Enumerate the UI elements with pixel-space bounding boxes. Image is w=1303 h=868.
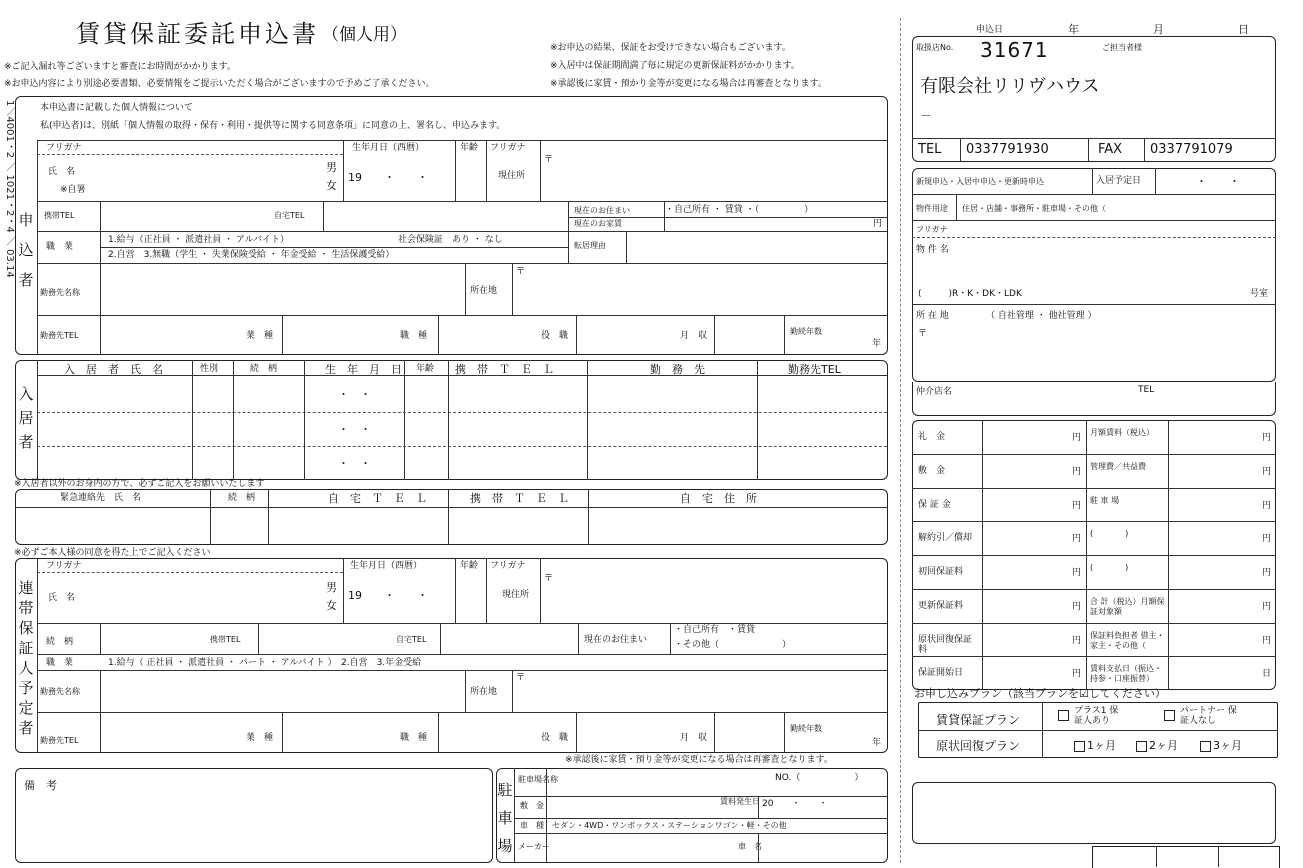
resident-2-birth[interactable]: ・ ・ xyxy=(338,423,371,436)
parking-no[interactable]: NO.（ ） xyxy=(775,773,864,783)
parking-car-name-label: 車 名 xyxy=(738,842,762,851)
fee-right-label: 合 計（税込）月額保証対象額 xyxy=(1090,596,1165,616)
property-type-options[interactable]: 新規申込・入居中申込・更新時申込 xyxy=(916,177,1044,186)
applicant-years-label: 勤続年数 xyxy=(790,327,822,336)
parking-side-3: 場 xyxy=(497,837,513,855)
agent-tel-value[interactable]: 0337791930 xyxy=(966,142,1049,157)
applicant-work-tel-input[interactable] xyxy=(102,317,242,353)
serial-mark: 1／4001・2 ／ 1021・2・4 ／ 03.14 xyxy=(4,100,15,278)
fee-right-input[interactable] xyxy=(1170,490,1260,520)
notice-right-3: ※承認後に家賃・預かり金等が変更になる場合は再審査となります。 xyxy=(550,79,827,89)
property-name-label: 物 件 名 xyxy=(916,245,949,255)
plan-restore-opt3[interactable] xyxy=(1200,740,1242,752)
applicant-income-input[interactable] xyxy=(716,317,782,353)
applicant-address-input[interactable] xyxy=(555,155,880,199)
fee-right-input[interactable] xyxy=(1170,456,1260,486)
fee-left-yen: 円 xyxy=(1072,635,1082,646)
applicant-work-postal: 〒 xyxy=(516,267,526,277)
property-room-label: 号室 xyxy=(1250,289,1269,299)
fee-right-input[interactable] xyxy=(1170,523,1260,553)
column-divider xyxy=(900,18,901,863)
plan-rental-opt1-checkbox[interactable] xyxy=(1058,710,1069,721)
staff-label: ご担当者様 xyxy=(1102,43,1142,52)
residents-header-birth: 生 年 月 日 xyxy=(325,363,402,376)
applicant-insurance[interactable]: 社会保険証 あり ・ なし xyxy=(398,235,503,245)
applicant-birth-label: 生年月日（西暦） xyxy=(352,143,425,153)
guarantor-furigana-label: フリガナ xyxy=(46,561,82,571)
fee-right-label: 駐 車 場 xyxy=(1090,495,1120,505)
emergency-note: ※入居者以外のお身内の方で、必ずご記入をお願いいたします xyxy=(14,479,265,489)
fee-right-unit: 円 xyxy=(1262,534,1272,545)
plan-restore-opt1-label: 1ヶ月 xyxy=(1087,739,1116,752)
move-in-label: 入居予定日 xyxy=(1096,176,1142,186)
guarantor-side-3: 保 xyxy=(18,619,34,637)
fee-right-unit: 円 xyxy=(1262,568,1272,578)
plan-title: お申し込みプラン（該当プランを☑してください） xyxy=(914,687,1166,700)
resident-1-birth[interactable]: ・ ・ xyxy=(338,388,371,401)
fee-left-yen: 円 xyxy=(1072,534,1082,545)
applicant-furigana-label: フリガナ xyxy=(46,143,82,153)
app-date-year: 年 xyxy=(1068,23,1079,36)
property-layout[interactable]: ( )R・K・DK・LDK xyxy=(918,289,1022,299)
extra-notes-box[interactable] xyxy=(912,782,1276,844)
fee-right-label: ( ) xyxy=(1090,529,1129,539)
agent-fax-label: FAX xyxy=(1098,142,1123,157)
applicant-work-addr-label: 所在地 xyxy=(470,286,498,296)
applicant-jobtype-input[interactable] xyxy=(440,317,536,353)
plan-restore-opt1[interactable] xyxy=(1074,740,1116,752)
applicant-side-2: 込 xyxy=(18,241,34,259)
guarantor-years-label: 勤続年数 xyxy=(790,724,822,733)
guarantor-work-postal: 〒 xyxy=(516,673,526,683)
applicant-move-reason-input[interactable] xyxy=(628,233,883,261)
guarantor-birth-label: 生年月日（西暦） xyxy=(350,561,423,571)
fee-right-unit: 円 xyxy=(1262,466,1272,477)
applicant-current-rent-label: 現在のお家賃 xyxy=(574,219,622,228)
applicant-industry-label: 業 種 xyxy=(246,331,274,341)
plan-rental-opt2-label: パートナー 保証人なし xyxy=(1180,706,1237,726)
applicant-name-label: 氏 名 xyxy=(48,167,76,177)
applicant-mobile-label: 携帯TEL xyxy=(44,211,75,220)
fee-right-label: 賃料支払日（振込・持参・口座振替） xyxy=(1090,664,1162,684)
residents-side-2: 居 xyxy=(18,409,34,427)
plan-restore-opt3-checkbox[interactable] xyxy=(1200,741,1211,752)
parking-side-2: 車 xyxy=(497,809,513,827)
guarantor-side-7: 定 xyxy=(18,699,34,717)
residents-header-mobile: 携 帯 Ｔ Ｅ Ｌ xyxy=(455,363,554,376)
resident-3-birth[interactable]: ・ ・ xyxy=(338,457,371,470)
app-date-label: 申込日 xyxy=(976,25,1004,35)
fee-right-unit: 日 xyxy=(1262,669,1272,680)
fee-right-unit: 円 xyxy=(1262,500,1272,511)
applicant-workplace-input[interactable] xyxy=(102,265,462,313)
applicant-industry-input[interactable] xyxy=(284,317,368,353)
fee-left-yen: 円 xyxy=(1072,500,1082,511)
residents-side-3: 者 xyxy=(18,433,34,451)
guarantor-home-tel-label: 自宅TEL xyxy=(396,635,427,644)
guarantor-position-label: 役 職 xyxy=(541,733,569,743)
broker-label: 仲介店名 xyxy=(916,387,953,397)
emergency-header-name: 緊急連絡先 氏 名 xyxy=(60,493,142,503)
plan-rental-label: 賃貸保証プラン xyxy=(936,713,1021,727)
applicant-jobtype-label: 職 種 xyxy=(400,331,428,341)
fee-left-input[interactable] xyxy=(984,591,1068,621)
applicant-current-home-label: 現在のお住まい xyxy=(574,206,630,215)
guarantor-workplace-input[interactable] xyxy=(102,672,462,710)
guarantor-note: ※必ずご本人様の同意を得た上でご記入ください xyxy=(14,548,211,558)
fee-right-input[interactable] xyxy=(1170,591,1260,621)
emergency-header-relation: 続 柄 xyxy=(228,493,256,503)
guarantor-side-6: 予 xyxy=(18,679,34,697)
company-name: 有限会社リリヴハウス xyxy=(920,76,1100,97)
guarantor-postal-mark: 〒 xyxy=(544,574,554,584)
emergency-header-mobile: 携 帯 Ｔ Ｅ Ｌ xyxy=(470,492,569,505)
guarantor-name-input[interactable] xyxy=(100,575,300,619)
guarantor-job-opts[interactable]: 1.給与（ 正社員 ・ 派遣社員 ・ パート ・ アルバイト ） 2.自営 3.年金受給 xyxy=(108,658,422,668)
notice-right-2: ※入居中は保証期間満了毎に規定の更新保証料がかかります。 xyxy=(550,61,800,71)
applicant-address-label: 現住所 xyxy=(498,171,526,181)
remarks-label: 備 考 xyxy=(24,779,57,792)
residents-side-1: 入 xyxy=(18,385,34,403)
fee-right-label: 管理費／共益費 xyxy=(1090,461,1146,471)
fee-left-yen: 円 xyxy=(1072,669,1082,680)
guarantor-name-label: 氏 名 xyxy=(48,593,76,603)
company-dash: － xyxy=(920,109,933,123)
consent-line-2: 私(申込者)は、別紙「個人情報の取得・保有・利用・提供等に関する同意条項」に同意の上、署名し、申込みます。 xyxy=(40,121,506,131)
residents-header-name: 入 居 者 氏 名 xyxy=(64,363,163,376)
residents-header-relation: 続 柄 xyxy=(250,364,278,374)
shop-no-value[interactable]: 31671 xyxy=(980,38,1049,62)
parking-maker-label: メーカー xyxy=(518,842,550,851)
residents-header-worktel: 勤務先TEL xyxy=(788,363,841,376)
guarantor-side-8: 者 xyxy=(18,719,34,737)
guarantor-male[interactable]: 男 xyxy=(326,581,337,594)
guarantor-current-home-label: 現在のお住まい xyxy=(584,635,648,645)
guarantor-mobile-label: 携帯TEL xyxy=(210,635,241,644)
fee-left-input[interactable] xyxy=(984,625,1068,655)
guarantor-birth-input[interactable]: 19 ・ ・ xyxy=(348,589,428,602)
guarantor-home-opt2[interactable]: ・その他（ ） xyxy=(674,640,792,650)
property-usage-options[interactable]: 住居・店舗・事務所・駐車場・その他（ xyxy=(962,204,1106,213)
emergency-address-input[interactable] xyxy=(590,510,884,542)
broker-tel-label: TEL xyxy=(1138,385,1155,395)
applicant-home-options[interactable]: ・自己所有 ・ 賃貸 ・（ ） xyxy=(665,205,814,215)
guarantor-side-2: 帯 xyxy=(18,599,34,617)
parking-start-label: 賃料発生日 xyxy=(720,797,760,806)
agent-tel-label: TEL xyxy=(918,142,942,157)
fee-left-input[interactable] xyxy=(984,523,1068,553)
applicant-seal-note: ※自署 xyxy=(60,185,86,195)
fee-left-input[interactable] xyxy=(984,456,1068,486)
guarantor-work-addr-label: 所在地 xyxy=(470,687,498,697)
broker-box xyxy=(912,382,1276,416)
plan-rental-opt2[interactable] xyxy=(1180,706,1238,726)
guarantor-job-label: 職 業 xyxy=(46,658,74,668)
shop-no-label: 取扱店No. xyxy=(916,43,954,52)
fee-right-label: ( ) xyxy=(1090,563,1129,572)
emergency-header-home-tel: 自 宅 Ｔ Ｅ Ｌ xyxy=(328,492,427,505)
plan-restore-label: 原状回復プラン xyxy=(936,739,1021,753)
fee-right-label: 月額賃料（税込） xyxy=(1090,428,1154,437)
parking-car-type-label: 車 種 xyxy=(520,821,544,830)
guarantor-address-label: 現住所 xyxy=(502,590,530,600)
applicant-job-label: 職 業 xyxy=(46,242,74,252)
residents-header-gender: 性別 xyxy=(200,364,219,374)
applicant-furigana-input[interactable] xyxy=(100,141,300,153)
fee-left-yen: 円 xyxy=(1072,601,1082,612)
fee-left-label: 保 証 金 xyxy=(918,499,951,510)
move-in-input[interactable]: ・ ・ xyxy=(1196,175,1240,188)
fee-left-input[interactable] xyxy=(984,658,1068,688)
parking-name-label: 駐車場名称 xyxy=(518,775,558,784)
fee-right-unit: 円 xyxy=(1262,601,1272,612)
applicant-workplace-label: 勤務先名称 xyxy=(40,288,80,297)
property-mgmt-options[interactable]: （ 自社管理 ・ 他社管理 ） xyxy=(986,311,1097,321)
app-date-month: 月 xyxy=(1153,23,1164,36)
remarks-section[interactable] xyxy=(15,768,493,863)
applicant-income-label: 月 収 xyxy=(680,331,708,341)
applicant-furigana2-label: フリガナ xyxy=(490,143,526,153)
fee-left-label: 敷 金 xyxy=(918,465,946,476)
fee-left-input[interactable] xyxy=(984,557,1068,587)
fee-left-yen: 円 xyxy=(1072,568,1082,578)
fee-right-input[interactable] xyxy=(1170,625,1260,655)
fee-left-input[interactable] xyxy=(984,422,1068,452)
parking-start-input[interactable]: 20 ・ ・ xyxy=(762,799,828,809)
applicant-male[interactable]: 男 xyxy=(326,161,337,174)
guarantor-side-4: 証 xyxy=(18,639,34,657)
plan-restore-opt2-checkbox[interactable] xyxy=(1136,741,1147,752)
notice-left-1: ※ご記入漏れ等ございますと審査にお時間がかかります。 xyxy=(4,62,236,72)
fee-right-input[interactable] xyxy=(1170,422,1260,452)
applicant-mobile-input[interactable] xyxy=(102,203,272,229)
fee-left-label: 原状回復保証料 xyxy=(918,634,973,655)
guarantor-age-label: 年齢 xyxy=(460,561,479,571)
guarantor-income-label: 月 収 xyxy=(680,733,708,743)
plan-restore-opt1-checkbox[interactable] xyxy=(1074,741,1085,752)
fee-left-input[interactable] xyxy=(984,490,1068,520)
plan-restore-opt2[interactable] xyxy=(1136,740,1178,752)
consent-line-1: 本申込書に記載した個人情報について xyxy=(40,103,193,113)
guarantor-home-opt1[interactable]: ・自己所有 ・賃貸 xyxy=(674,625,756,635)
property-location-input[interactable] xyxy=(930,330,1270,378)
residents-header-age: 年齢 xyxy=(416,364,435,374)
guarantor-industry-label: 業 種 xyxy=(246,733,274,743)
fee-left-label: 礼 金 xyxy=(918,432,946,442)
fee-left-yen: 円 xyxy=(1072,433,1082,443)
applicant-job-opt2[interactable]: 2.自営 3.無職（学生 ・ 失業保険受給 ・ 年金受給 ・ 生活保護受給） xyxy=(108,250,395,260)
guarantor-female[interactable]: 女 xyxy=(326,599,337,612)
guarantor-relation-label: 続 柄 xyxy=(46,637,74,647)
guarantor-jobtype-label: 職 種 xyxy=(400,733,428,743)
applicant-home-tel-input[interactable] xyxy=(325,203,565,229)
form-subtitle: （個人用） xyxy=(322,25,407,45)
guarantor-work-tel-label: 勤務先TEL xyxy=(40,736,79,745)
plan-rental-opt1[interactable] xyxy=(1074,706,1126,726)
property-name-input[interactable] xyxy=(960,240,1270,280)
fee-left-label: 保証開始日 xyxy=(918,668,964,679)
form-title: 賃貸保証委託申込書 xyxy=(76,20,319,48)
guarantor-furigana2-label: フリガナ xyxy=(490,561,526,571)
applicant-years-unit: 年 xyxy=(872,339,882,349)
fee-right-unit: 円 xyxy=(1262,635,1272,646)
guarantor-side-5: 人 xyxy=(18,659,34,677)
agent-fax-value[interactable]: 0337791079 xyxy=(1150,142,1233,157)
parking-car-options[interactable]: セダン・4WD・ワンボックス・ステーションワゴン・軽・その他 xyxy=(552,821,787,830)
fee-left-yen: 円 xyxy=(1072,466,1082,477)
emergency-header-address: 自 宅 住 所 xyxy=(680,492,757,505)
fee-right-input[interactable] xyxy=(1170,557,1260,587)
property-postal: 〒 xyxy=(918,329,928,339)
notice-right-1: ※お申込の結果、保証をお受けできない場合もございます。 xyxy=(550,43,791,53)
plan-restore-opt3-label: 3ヶ月 xyxy=(1213,739,1242,752)
applicant-side-1: 申 xyxy=(18,211,34,229)
app-date-day: 日 xyxy=(1238,23,1249,36)
fee-right-label: 保証料負担者 借主・家主・その他（ xyxy=(1090,630,1165,650)
applicant-side-3: 者 xyxy=(18,271,34,289)
guarantor-years-unit: 年 xyxy=(872,738,882,748)
guarantor-workplace-label: 勤務先名称 xyxy=(40,687,80,696)
applicant-rent-yen: 円 xyxy=(873,219,883,229)
plan-restore-opt2-label: 2ヶ月 xyxy=(1149,739,1178,752)
applicant-move-reason-label: 転居理由 xyxy=(574,241,606,250)
applicant-birth-input[interactable]: 19 ・ ・ xyxy=(348,171,428,184)
applicant-job-opt1[interactable]: 1.給与（正社員 ・ 派遣社員 ・ アルバイト） xyxy=(108,235,290,245)
applicant-age-label: 年齢 xyxy=(460,143,479,153)
fee-left-label: 解約引／償却 xyxy=(918,533,973,544)
property-furigana-label: フリガナ xyxy=(916,225,948,234)
guarantor-side-1: 連 xyxy=(18,579,34,597)
fee-left-label: 更新保証料 xyxy=(918,600,964,611)
property-usage-label: 物件用途 xyxy=(916,204,948,213)
applicant-work-addr-input[interactable] xyxy=(528,268,883,312)
applicant-work-tel-label: 勤務先TEL xyxy=(40,331,79,340)
applicant-home-tel-label: 自宅TEL xyxy=(274,211,305,220)
guarantor-address-input[interactable] xyxy=(555,575,880,619)
residents-header-workplace: 勤 務 先 xyxy=(650,363,705,376)
notice-left-2: ※お申込内容により別途必要書類、必要情報をご提示いただく場合がございますので予めご了承ください。 xyxy=(4,79,435,89)
fee-right-unit: 円 xyxy=(1262,433,1272,443)
stamp-boxes xyxy=(1092,846,1280,868)
plan-rental-opt2-checkbox[interactable] xyxy=(1164,710,1175,721)
property-location-label: 所 在 地 xyxy=(916,311,949,321)
remarks-note: ※承認後に家賃・預り金等が変更になる場合は再審査となります。 xyxy=(565,755,833,765)
applicant-position-label: 役 職 xyxy=(541,331,569,341)
parking-side-1: 駐 xyxy=(497,781,513,799)
fee-right-input[interactable] xyxy=(1170,658,1260,688)
applicant-name-input[interactable] xyxy=(100,158,300,198)
fee-left-label: 初回保証料 xyxy=(918,567,964,577)
applicant-position-input[interactable] xyxy=(578,317,674,353)
emergency-name-input[interactable] xyxy=(17,510,207,542)
applicant-female[interactable]: 女 xyxy=(326,179,337,192)
plan-rental-opt1-label: プラス1 保証人あり xyxy=(1074,706,1119,726)
parking-deposit-label: 敷 金 xyxy=(520,801,544,810)
applicant-postal-mark: 〒 xyxy=(544,155,554,165)
